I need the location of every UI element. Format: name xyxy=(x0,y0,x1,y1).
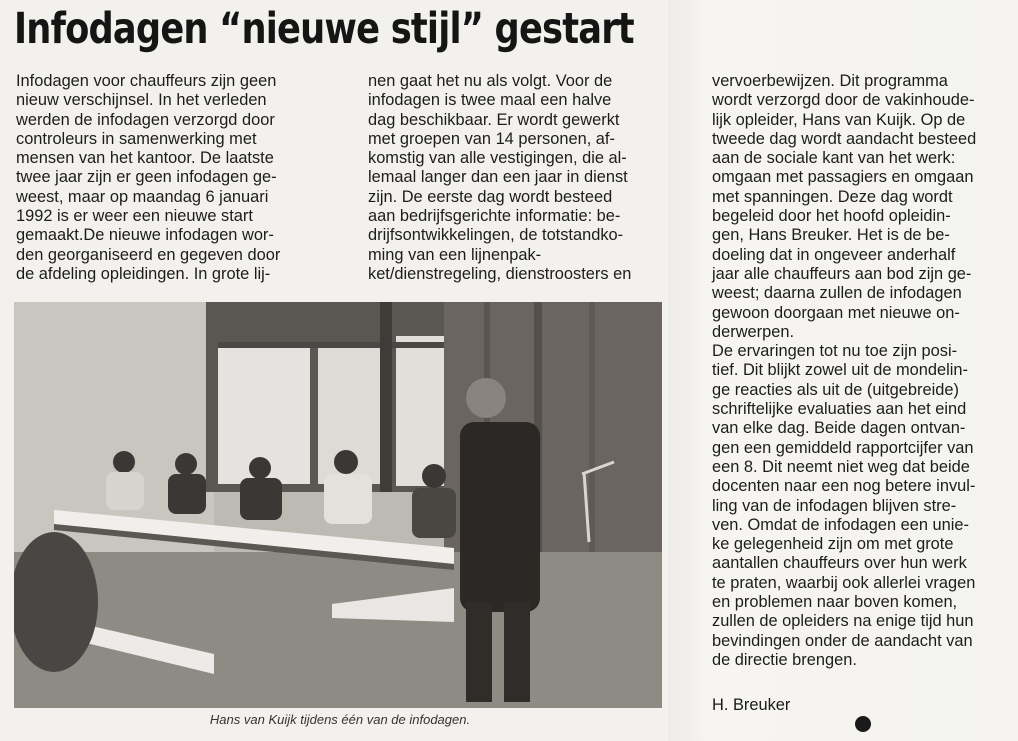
photo-caption: Hans van Kuijk tijdens één van de infodagen. xyxy=(209,712,471,727)
article-column-1: Infodagen voor chauffeurs zijn geen nieuw verschijnsel. In het verleden werden de infodagen verzorgd door controleurs in samenwerking met mensen van het kantoor. De laatste twee jaar zijn er geen infodagen ge- weest, maar op maandag 6 januari 1992 is er weer een nieuwe start gemaakt.De nieuwe infodagen wor- den georganiseerd en gegeven door de afdeling opleidingen. In grote lij- xyxy=(16,72,281,283)
article-headline: Infodagen “nieuwe stijl” gestart xyxy=(14,4,634,54)
classroom-photo-illustration xyxy=(14,302,662,708)
article-photo xyxy=(14,302,662,708)
article-column-2: nen gaat het nu als volgt. Voor de infodagen is twee maal een halve dag beschikbaar. Er wordt gewerkt met groepen van 14 personen, af- komstig van alle vestigingen, die al- lemaal langer dan een jaar in dienst zijn. De eerste dag wordt besteed aan bedrijfsgerichte informatie: be- drijfsontwikkelingen, de totstandko- ming van een lijnenpak- ket/dienstregeling, dienstroosters en xyxy=(368,72,632,283)
article-author: H. Breuker xyxy=(712,696,791,714)
end-of-article-bullet-icon xyxy=(855,716,871,732)
article-column-3: vervoerbewijzen. Dit programma wordt verzorgd door de vakinhoude- lijk opleider, Hans van Kuijk. Op de tweede dag wordt aandacht besteed aan de sociale kant van het werk: omgaan met passagiers en omgaan met spanningen. Deze dag wordt begeleid door het hoofd opleidin- gen, Hans Breuker. Het is de be- doeling dat in ongeveer anderhalf jaar alle chauffeurs aan bod zijn ge- weest; daarna zullen de infodagen gewoon doorgaan met nieuwe on- derwerpen. De ervaringen tot nu toe zijn posi- tief. Dit blijkt zowel uit de mondelin- ge reacties als uit de (uitgebreide) schriftelijke evaluaties aan het eind van elke dag. Beide dagen ontvan- gen een gemiddeld rapportcijfer van een 8. Dit neemt niet weg dat beide docenten naar een nog betere invul- ling van de infodagen blijven stre- ven. Omdat de infodagen een unie- ke gelegenheid zijn om met grote aantallen chauffeurs over hun werk te praten, waarbij ook allerlei vragen en problemen naar boven komen, zullen de opleiders na enige tijd hun bevindingen onder de aandacht van de directie brengen. xyxy=(712,72,977,669)
